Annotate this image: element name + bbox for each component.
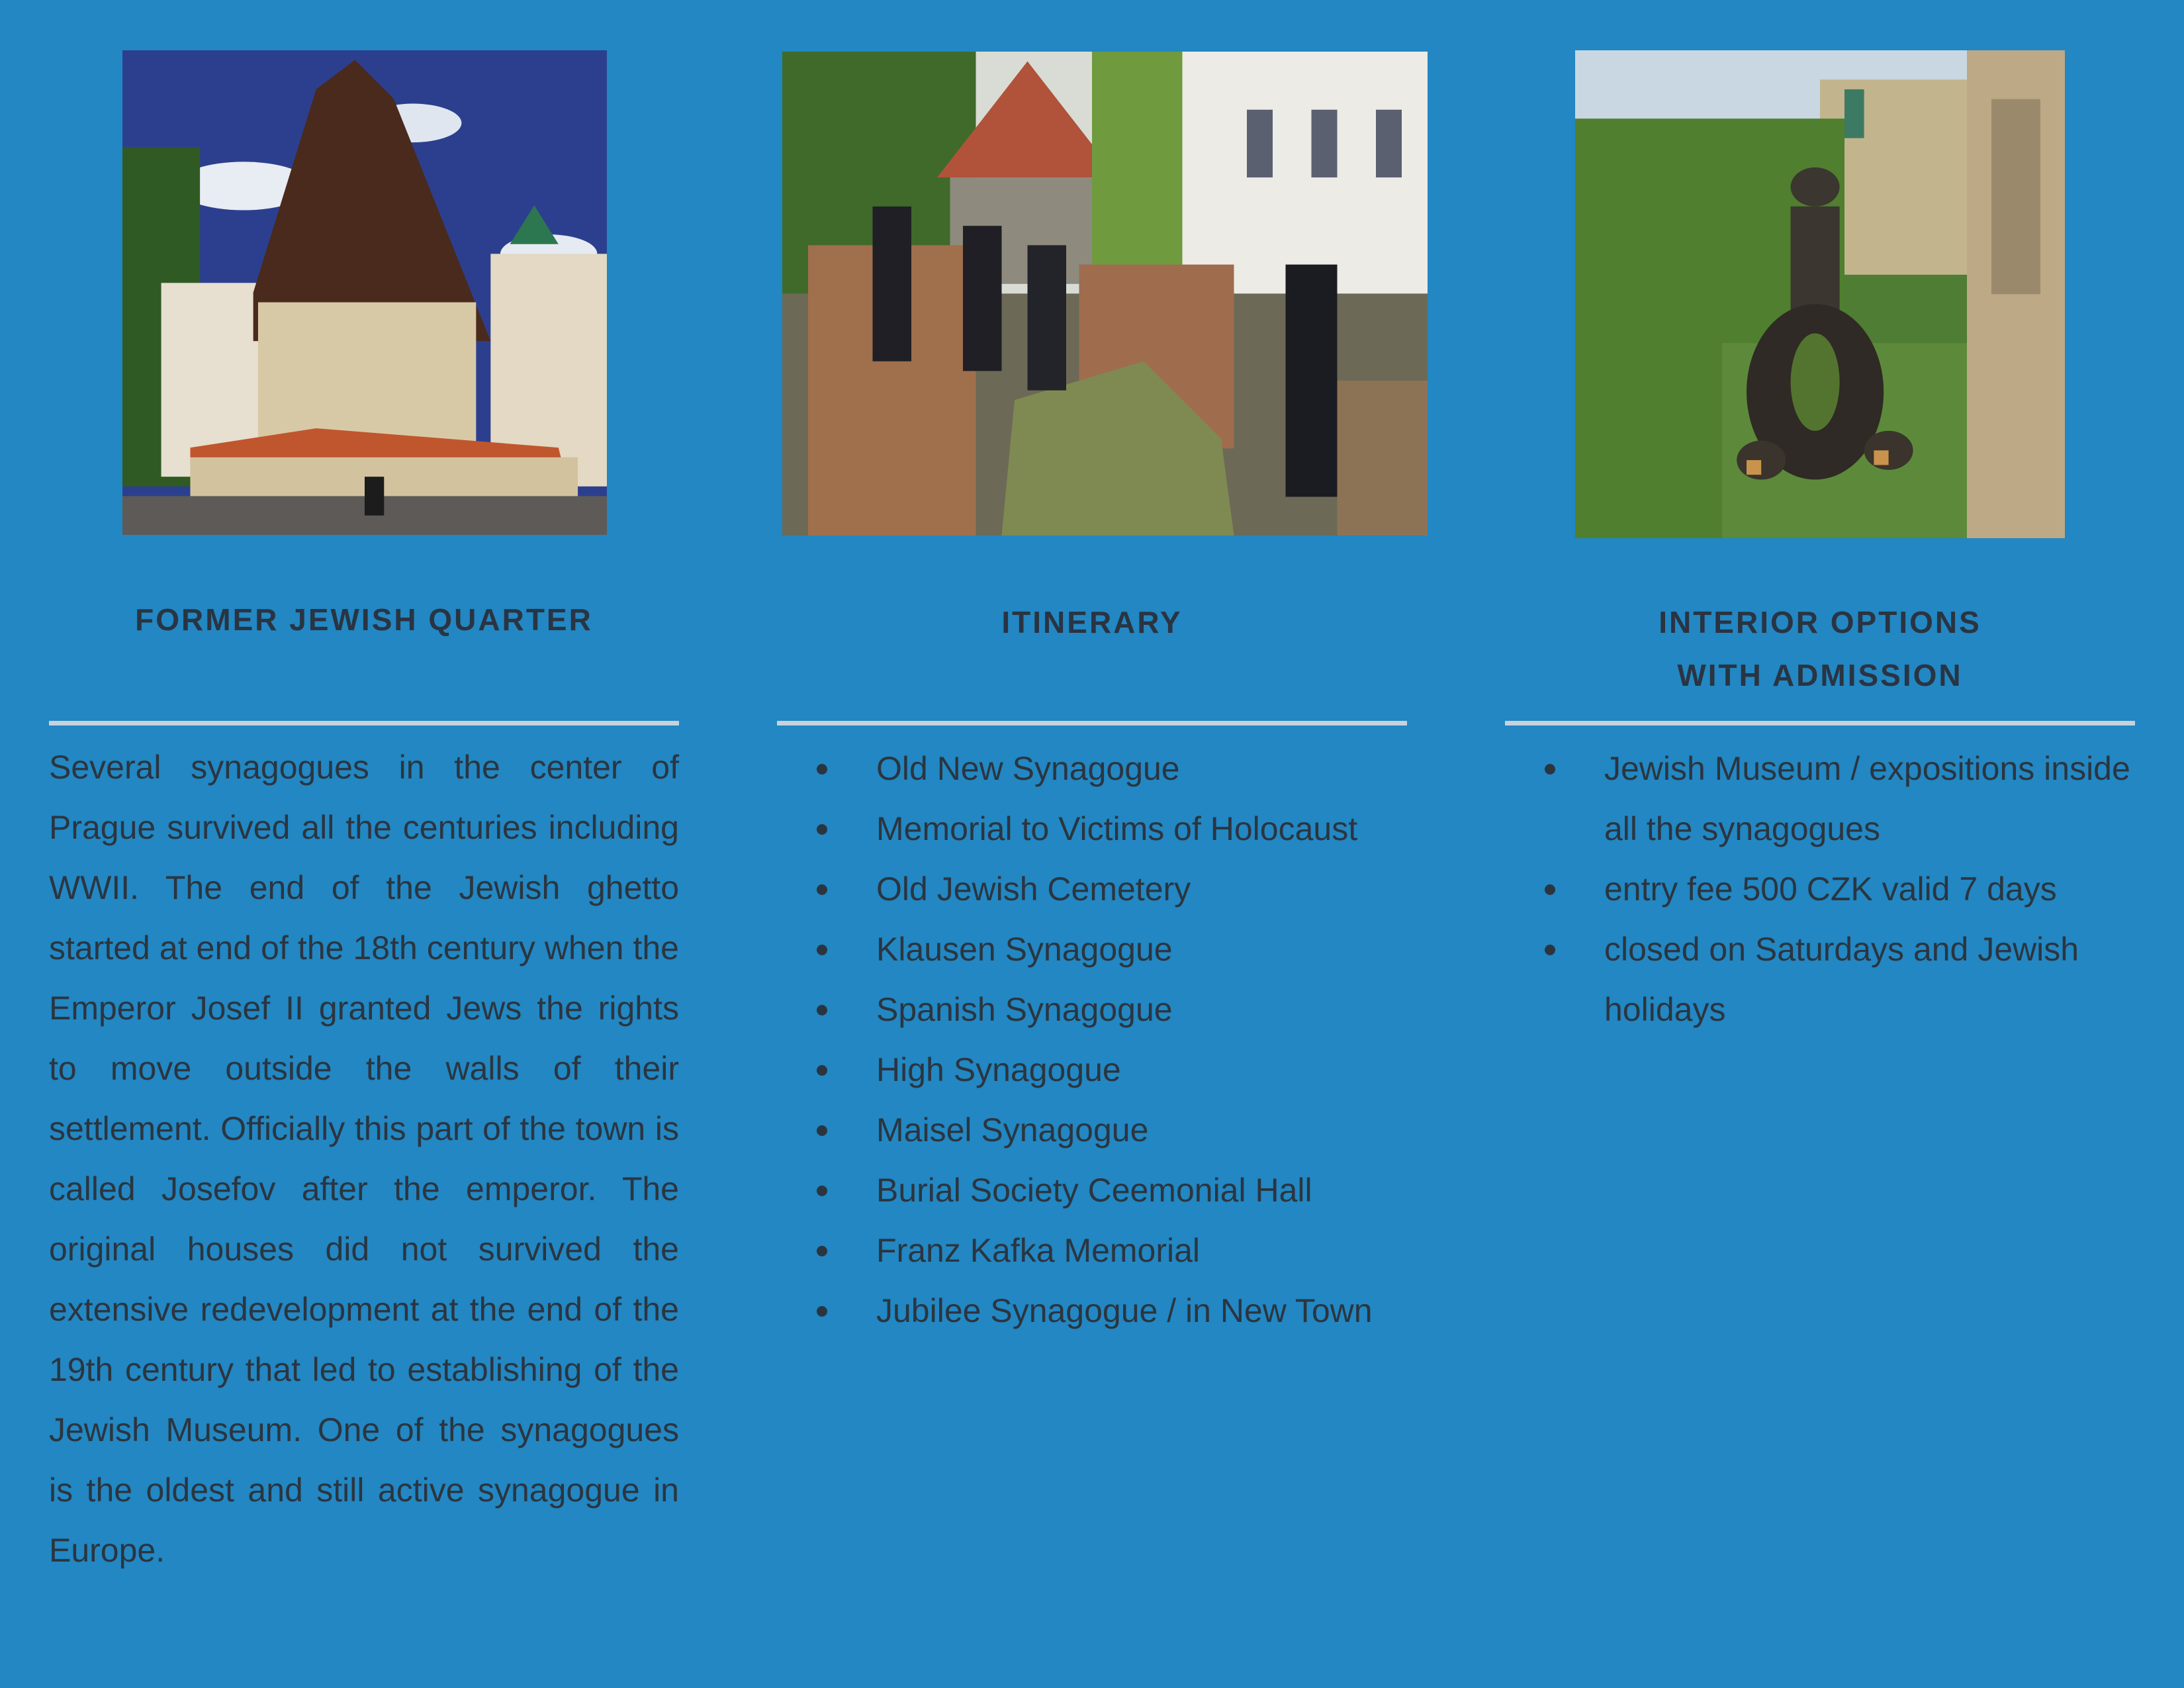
list-item — [777, 739, 1452, 799]
bullet-icon — [817, 824, 827, 835]
list-item-label: Jewish Museum / expositions inside all the synagogues — [1604, 750, 2130, 847]
divider — [49, 721, 679, 726]
list-item — [777, 859, 1452, 919]
list-item-label: Old Jewish Cemetery — [876, 870, 1191, 908]
interior-options-list — [1505, 739, 2167, 1040]
list-item — [777, 1040, 1452, 1100]
bullet-icon — [1545, 945, 1555, 955]
heading-line: INTERIOR OPTIONS — [1659, 605, 1981, 639]
heading-line: FORMER JEWISH QUARTER — [135, 602, 593, 637]
list-item — [777, 1160, 1452, 1221]
list-item — [1505, 739, 2167, 859]
heading-itinerary — [777, 596, 1407, 649]
old-new-synagogue-photo — [122, 50, 607, 535]
bullet-icon — [817, 1186, 827, 1196]
list-item — [1505, 919, 2167, 1040]
list-item — [777, 919, 1452, 980]
list-item-label: Jubilee Synagogue / in New Town — [876, 1292, 1373, 1329]
bullet-icon — [1545, 884, 1555, 895]
list-item — [777, 1100, 1452, 1160]
list-item-label: Franz Kafka Memorial — [876, 1232, 1201, 1269]
list-item-label: Burial Society Ceemonial Hall — [876, 1172, 1312, 1209]
list-item-label: Klausen Synagogue — [876, 931, 1173, 968]
bullet-icon — [817, 1306, 827, 1317]
list-item — [777, 1221, 1452, 1281]
bullet-icon — [817, 1005, 827, 1015]
list-item — [1505, 859, 2167, 919]
list-item-label: Memorial to Victims of Holocaust — [876, 810, 1358, 847]
divider — [777, 721, 1407, 726]
bullet-icon — [817, 884, 827, 895]
bullet-icon — [1545, 764, 1555, 774]
heading-line: WITH ADMISSION — [1677, 658, 1963, 692]
bullet-icon — [817, 1065, 827, 1076]
quarter-description: Several synagogues in the center of Prague survived all the centuries including WWII. The end of the Jewish ghetto started at end of the 18th century when the Emperor Josef II granted Jews the rights to move outside the walls of their settlement. Officially this part of the town is called Josefov after the emperor. The original houses did not survived the extensive redevelopment at the end of the 19th century that led to establishing of the Jewish Museum. One of the synagogues is the oldest and still active synagogue in Europe. — [49, 749, 679, 1569]
old-jewish-cemetery-photo — [782, 52, 1428, 536]
heading-former-jewish-quarter — [49, 593, 679, 646]
list-item-label: entry fee 500 CZK valid 7 days — [1604, 870, 2057, 908]
divider — [1505, 721, 2135, 726]
kafka-statue-photo — [1575, 50, 2065, 538]
bullet-icon — [817, 1246, 827, 1256]
list-item-label: closed on Saturdays and Jewish holidays — [1604, 931, 2079, 1028]
heading-line: ITINERARY — [1001, 605, 1183, 639]
bullet-icon — [817, 764, 827, 774]
list-item — [777, 799, 1452, 859]
itinerary-list — [777, 739, 1452, 1341]
list-item — [777, 980, 1452, 1040]
list-item-label: Maisel Synagogue — [876, 1111, 1149, 1149]
heading-interior-options — [1505, 596, 2135, 702]
list-item-label: High Synagogue — [876, 1051, 1121, 1088]
list-item — [777, 1281, 1452, 1341]
bullet-icon — [817, 1125, 827, 1136]
list-item-label: Spanish Synagogue — [876, 991, 1173, 1028]
list-item-label: Old New Synagogue — [876, 750, 1180, 787]
bullet-icon — [817, 945, 827, 955]
